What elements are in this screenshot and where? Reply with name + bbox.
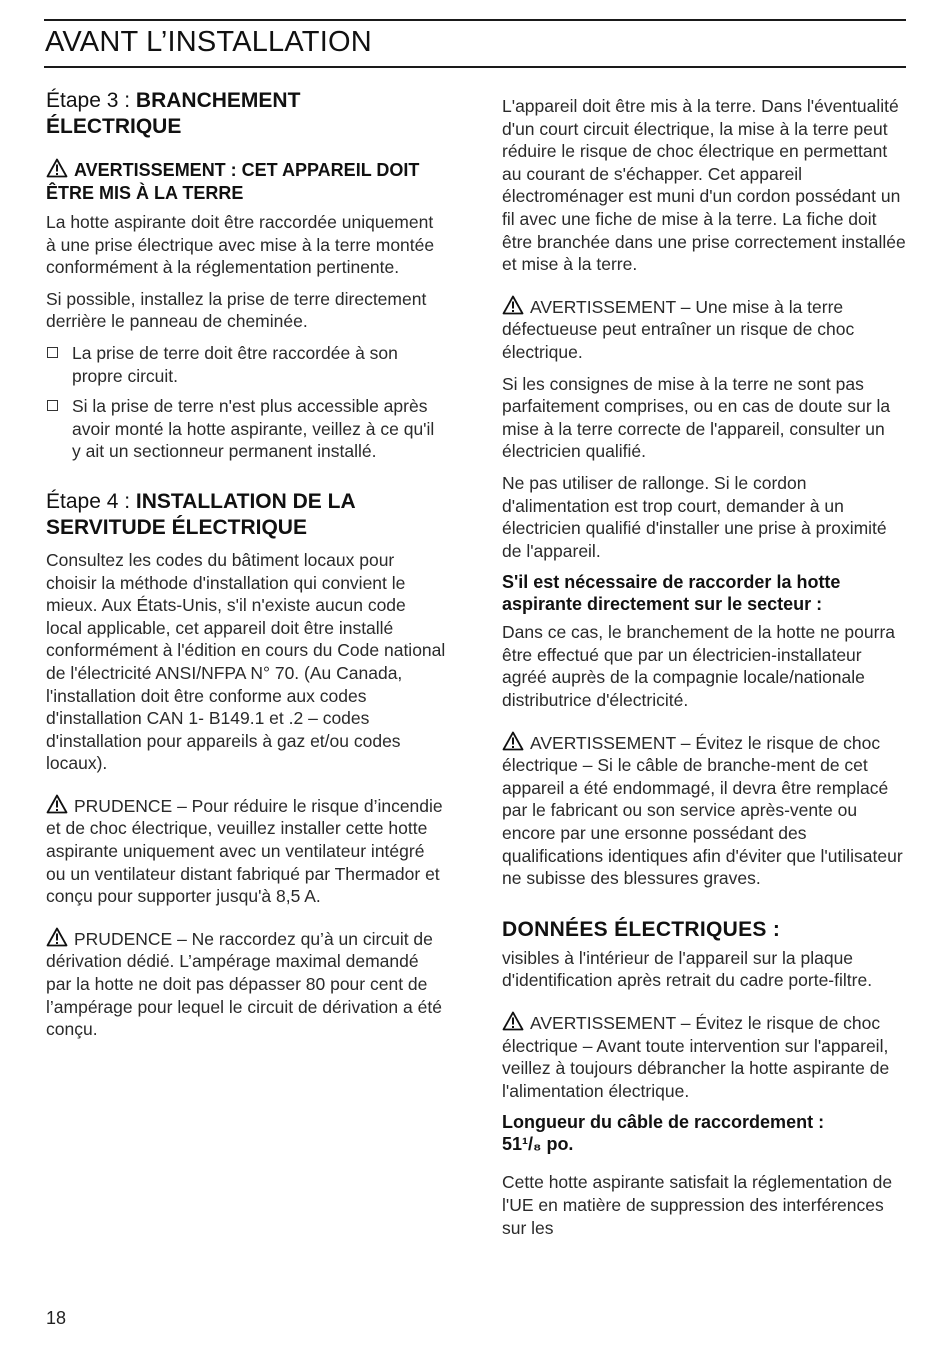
caution-1 bbox=[46, 794, 446, 908]
electrical-data-heading: DONNÉES ÉLECTRIQUES : bbox=[502, 917, 781, 941]
warning-triangle-icon bbox=[502, 295, 524, 315]
step4-title-line2: SERVITUDE ÉLECTRIQUE bbox=[46, 515, 307, 539]
right-paragraph-2: Si les consignes de mise à la terre ne sont pas parfaitement comprises, ou en cas de doute sur la mise à la terre correcte de l'appareil, consulter un électricien qualifié. bbox=[502, 373, 891, 462]
warning-1 bbox=[502, 295, 906, 364]
cable-length-subheading bbox=[502, 1111, 906, 1155]
warning-3-text: AVERTISSEMENT – Évitez le risque de choc électrique – Avant toute intervention sur l'appareil, veillez à toujours débrancher la hotte aspirante de l'alimentation électrique. bbox=[502, 1013, 890, 1101]
warning-1-text: AVERTISSEMENT – Une mise à la terre défectueuse peut entraîner un risque de choc électrique. bbox=[502, 296, 855, 362]
checklist-item-text: Si la prise de terre n'est plus accessible après avoir monté la hotte aspirante, veillez à ce qu'il y ait un sectionneur permanent installé. bbox=[72, 396, 435, 462]
step4-prefix: Étape 4 : bbox=[46, 489, 136, 513]
checklist-item bbox=[46, 395, 446, 463]
cable-length-label: Longueur du câble de raccordement : bbox=[502, 1112, 825, 1133]
step3-heading bbox=[46, 88, 446, 140]
checkbox-icon bbox=[47, 347, 58, 358]
step3-title-line1: BRANCHEMENT bbox=[135, 89, 301, 112]
checklist bbox=[46, 342, 446, 463]
warning-3 bbox=[502, 1011, 906, 1102]
right-paragraph-1: L'appareil doit être mis à la terre. Dans l'éventualité d'un court circuit électrique, la mise à la terre peut réduire le risque de choc électrique en permettant au courant de s'échapper. Cet appareil électroménager est muni d'un cordon possédant un fil avec une fiche de mise à la terre. La fiche doit être branchée dans une prise correctement installée et mise à la terre. bbox=[502, 96, 906, 275]
checklist-item bbox=[46, 342, 446, 387]
ground-warning-text: AVERTISSEMENT : CET APPAREIL DOIT ÊTRE MIS À LA TERRE bbox=[46, 160, 420, 203]
warning-triangle-icon bbox=[502, 1011, 524, 1031]
page-title: AVANT L’INSTALLATION bbox=[45, 26, 372, 58]
caution-2 bbox=[46, 927, 446, 1041]
checklist-item-text: La prise de terre doit être raccordée à son propre circuit. bbox=[72, 342, 398, 386]
cable-length-value: 51¹/₈ po. bbox=[502, 1134, 574, 1155]
caution-2-text: PRUDENCE – Ne raccordez qu’à un circuit de dérivation dédié. L’ampérage maximal demandé par la hotte ne doit pas dépasser 80 pour cent de l’ampérage pour lequel le circuit de dérivation a été conçu. bbox=[46, 928, 442, 1040]
page-number: 18 bbox=[46, 1308, 67, 1328]
right-paragraph-6: Cette hotte aspirante satisfait la réglementation de l'UE en matière de suppression des interférences sur les bbox=[502, 1172, 893, 1238]
left-column bbox=[46, 88, 446, 1050]
warning-triangle-icon bbox=[46, 927, 68, 947]
step3-title-line2: ÉLECTRIQUE bbox=[46, 115, 182, 138]
warning-triangle-icon bbox=[46, 794, 68, 814]
direct-connection-subheading: S'il est nécessaire de raccorder la hotte aspirante directement sur le secteur : bbox=[502, 572, 841, 615]
caution-1-text: PRUDENCE – Pour réduire le risque d’incendie et de choc électrique, veuillez installer cette hotte aspirante uniquement avec un ventilateur intégré ou un ventilateur distant fabriqué par Thermador et conçu pour supporter jusqu'à 8,5 A. bbox=[46, 795, 443, 907]
warning-triangle-icon bbox=[46, 158, 68, 178]
left-paragraph-3: Consultez les codes du bâtiment locaux pour choisir la méthode d'installation qui convient le mieux. Aux États-Unis, s'il n'existe aucun code local applicable, cet appareil doit être installé conformément à l'édition en cours du Code national de l'électricité ANSI/NFPA N° 70. (Au Canada, l'installation doit être conforme aux codes d'installation CAN 1- B149.1 et .2 – codes d'installation pour appareils à gaz et/ou codes locaux). bbox=[46, 549, 446, 774]
right-paragraph-3: Ne pas utiliser de rallonge. Si le cordon d'alimentation est trop court, demander à un électricien qualifié d'installer une prise à proximité de l'appareil. bbox=[502, 472, 887, 561]
header-rule-bottom bbox=[44, 66, 906, 68]
step4-title-line1: INSTALLATION DE LA bbox=[135, 489, 356, 513]
warning-triangle-icon bbox=[502, 731, 524, 751]
warning-2 bbox=[502, 731, 906, 890]
step4-heading bbox=[46, 489, 446, 541]
checkbox-icon bbox=[47, 400, 58, 411]
step3-prefix: Étape 3 : bbox=[46, 89, 136, 112]
left-paragraph-2: Si possible, installez la prise de terre directement derrière le panneau de cheminée. bbox=[46, 288, 427, 332]
header-rule-top bbox=[44, 19, 906, 21]
right-paragraph-4: Dans ce cas, le branchement de la hotte ne pourra être effectué que par un électricien-installateur agréé auprès de la compagnie locale/nationale distributrice d'électricité. bbox=[502, 622, 896, 711]
warning-2-text: AVERTISSEMENT – Évitez le risque de choc électrique – Si le câble de branche-ment de cet appareil a été endommagé, il devra être remplacé par le fabricant ou son service après-vente ou encore par une ersonne possédant des qualifications identiques afin d'éviter que l'utilisateur ne subisse des blessures graves. bbox=[502, 732, 903, 889]
right-column bbox=[502, 95, 906, 1248]
right-paragraph-5: visibles à l'intérieur de l'appareil sur la plaque d'identification après retrait du cadre porte-filtre. bbox=[502, 947, 873, 991]
left-paragraph-1: La hotte aspirante doit être raccordée uniquement à une prise électrique avec mise à la terre montée conformément à la réglementation pertinente. bbox=[46, 212, 435, 278]
ground-warning-heading bbox=[46, 158, 446, 205]
